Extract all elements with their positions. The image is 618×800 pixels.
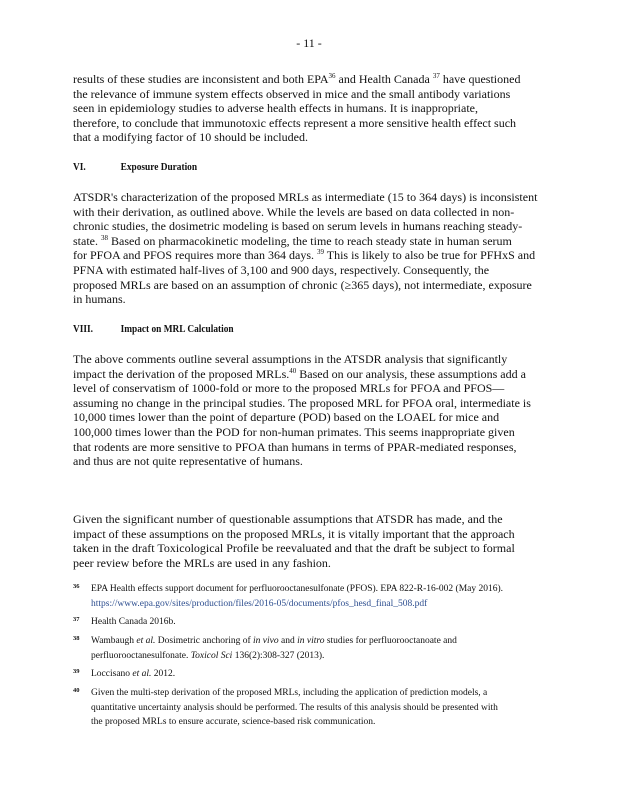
text-line <box>91 582 503 597</box>
text-run: level of conservatism of 1000-fold or more to the proposed MRLs for PFOA and PFOS— <box>73 381 505 396</box>
section-heading-mrl-calculation <box>73 323 234 335</box>
italic-text: in vivo <box>253 636 279 646</box>
text-line <box>73 263 537 278</box>
footnote-reference[interactable]: 38 <box>101 233 108 242</box>
heading-title: Impact on MRL Calculation <box>120 323 234 335</box>
text-run: perfluorooctanesulfonate. <box>91 650 191 661</box>
text-line <box>73 425 531 440</box>
heading-number: VI. <box>73 161 86 173</box>
text-run: state. <box>73 233 101 248</box>
text-line <box>73 556 515 571</box>
text-run: that a modifying factor of 10 should be included. <box>73 130 308 145</box>
footnote-number: 36 <box>73 583 80 590</box>
text-run: therefore, to conclude that immunotoxic effects represent a more sensitive health effect such <box>73 115 517 130</box>
text-line <box>73 234 537 249</box>
text-run: with their derivation, as outlined above. While the levels are based on data collected in non- <box>73 204 515 219</box>
footnote-reference[interactable]: 36 <box>328 72 336 80</box>
text-run: and <box>278 636 298 646</box>
text-run: ATSDR's characterization of the proposed MRLs as intermediate (15 to 364 days) is inconsistent <box>73 190 538 204</box>
text-run: proposed MRLs are based on an assumption of chronic (≥365 days), not intermediate, exposure <box>73 277 532 292</box>
text-line <box>91 701 498 716</box>
text-run: for PFOA and PFOS requires more than 364 days. <box>73 248 317 263</box>
text-run: chronic studies, the dosimetric modeling is based on serum levels in humans reaching steady- <box>73 219 523 234</box>
footnote-text <box>91 634 457 663</box>
reference-link[interactable]: https://www.epa.gov/sites/production/files/2016-05/documents/pfos_hesd_final_508.pdf <box>91 598 428 609</box>
footnote <box>73 686 498 730</box>
text-run: EPA Health effects support document for perfluorooctanesulfonate (PFOS). EPA 822-R-16-002 (May 2016). <box>91 584 504 594</box>
italic-text: Toxicol Sci <box>190 650 233 661</box>
text-line <box>73 454 531 469</box>
text-line <box>73 512 515 527</box>
footnote <box>73 634 457 663</box>
paragraph-immune-effects <box>73 72 520 145</box>
text-line <box>73 116 520 131</box>
text-run: The above comments outline several assumptions in the ATSDR analysis that significantly <box>73 352 508 366</box>
footnote-number: 40 <box>73 687 80 694</box>
text-run: Based on pharmacokinetic modeling, the time to reach steady state in human serum <box>108 233 512 248</box>
text-run: Given the multi-step derivation of the proposed MRLs, including the application of prediction models, a <box>91 688 488 698</box>
text-run: have questioned <box>439 72 521 86</box>
text-run: impact of these assumptions on the proposed MRLs, it is vitally important that the approach <box>73 526 515 541</box>
text-run: results of these studies are inconsistent and both EPA <box>73 72 329 86</box>
text-run: assuming no change in the principal studies. The proposed MRL for PFOA oral, intermediate is <box>73 395 531 410</box>
footnote-text <box>91 667 175 682</box>
text-line <box>91 649 457 664</box>
text-run: impact the derivation of the proposed MRLs. <box>73 366 290 381</box>
text-line <box>73 72 520 87</box>
text-run: 100,000 times lower than the POD for non-human primates. This seems inappropriate given <box>73 424 515 439</box>
text-line <box>91 634 457 649</box>
italic-text: in vitro <box>297 636 325 646</box>
text-run: 10,000 times lower than the point of departure (POD) based on the LOAEL for mice and <box>73 410 500 425</box>
footnote <box>73 582 503 611</box>
text-line <box>73 440 531 455</box>
text-run: in humans. <box>73 292 126 307</box>
text-line <box>73 87 520 102</box>
text-line <box>73 410 531 425</box>
text-run: peer review before the MRLs are used in any fashion. <box>73 555 331 570</box>
text-line <box>73 527 515 542</box>
heading-number: VIII. <box>73 323 94 335</box>
paragraph-conclusion <box>73 512 515 570</box>
footnote-reference[interactable]: 37 <box>432 72 440 80</box>
footnote-text <box>91 582 503 611</box>
text-line <box>73 219 537 234</box>
footnote-number: 37 <box>73 616 80 623</box>
heading-title: Exposure Duration <box>120 161 198 173</box>
text-line <box>91 686 498 701</box>
text-run: and thus are not quite representative of humans. <box>73 454 303 469</box>
text-line <box>73 367 531 382</box>
text-run: quantitative uncertainty analysis should be performed. The results of this analysis should be presented with <box>91 702 498 713</box>
text-line <box>73 248 537 263</box>
text-line <box>91 597 503 612</box>
text-line <box>73 292 537 307</box>
italic-text: et al. <box>136 636 156 646</box>
paragraph-exposure-duration <box>73 190 537 307</box>
paragraph-mrl-impact <box>73 352 531 469</box>
text-line <box>91 667 175 682</box>
footnote-reference[interactable]: 40 <box>289 366 297 375</box>
italic-text: et al. <box>132 669 152 679</box>
text-line <box>73 101 520 116</box>
text-line <box>73 205 537 220</box>
text-run: Based on our analysis, these assumptions add a <box>296 366 526 381</box>
footnote <box>73 615 176 630</box>
text-run: Dosimetric anchoring of <box>155 636 254 646</box>
footnote-text <box>91 686 498 730</box>
text-line <box>73 381 531 396</box>
text-run: the relevance of immune system effects observed in mice and the small antibody variations <box>73 86 511 101</box>
text-run: 136(2):308-327 (2013). <box>232 650 325 661</box>
text-line <box>73 278 537 293</box>
footnote-number: 38 <box>73 635 80 642</box>
text-run: and Health Canada <box>335 72 433 86</box>
footnote-reference[interactable]: 39 <box>316 248 324 257</box>
page-number: - 11 - <box>296 36 322 50</box>
text-line <box>73 352 531 367</box>
text-run: that rodents are more sensitive to PFOA than humans in terms of PPAR-mediated responses, <box>73 439 517 454</box>
text-run: Loccisano <box>91 669 133 679</box>
footnote-text <box>91 615 176 630</box>
text-run: seen in epidemiology studies to adverse health effects in humans. It is inappropriate, <box>73 101 479 116</box>
section-heading-exposure-duration <box>73 161 197 173</box>
text-line <box>73 130 520 145</box>
text-run: Given the significant number of questionable assumptions that ATSDR has made, and the <box>73 512 503 526</box>
text-run: studies for perfluorooctanoate and <box>324 636 457 646</box>
text-line <box>91 715 498 730</box>
text-line <box>73 396 531 411</box>
text-run: This is likely to also be true for PFHxS and <box>323 248 536 263</box>
text-line <box>73 190 537 205</box>
text-line <box>91 615 176 630</box>
text-run: 2012. <box>151 669 176 679</box>
footnote-number: 39 <box>73 668 80 675</box>
text-run: taken in the draft Toxicological Profile be reevaluated and that the draft be subject to formal <box>73 541 515 556</box>
footnote <box>73 667 175 682</box>
text-run: Health Canada 2016b. <box>91 617 176 627</box>
text-run: PFNA with estimated half-lives of 3,100 and 900 days, respectively. Consequently, the <box>73 262 490 277</box>
text-line <box>73 541 515 556</box>
text-run: Wambaugh <box>91 636 137 646</box>
text-run: the proposed MRLs to ensure accurate, science-based risk communication. <box>91 717 376 728</box>
